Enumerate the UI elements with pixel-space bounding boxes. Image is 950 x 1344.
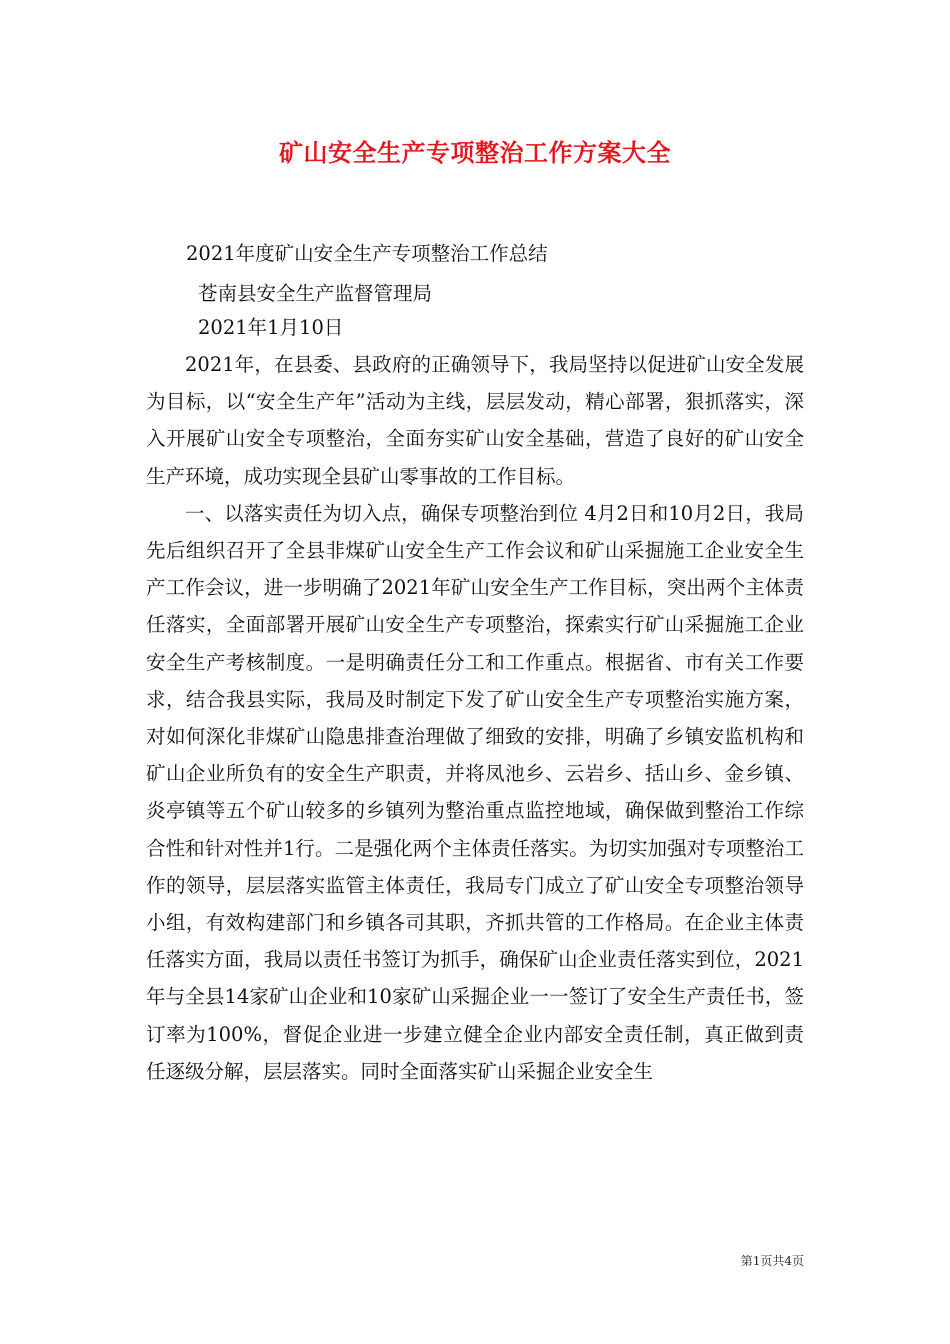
- body-paragraph-section-one: 一、以落实责任为切入点，确保专项整治到位 4月2日和10月2日，我局先后组织召开了全县非煤矿山安全生产工作会议和矿山采掘施工企业安全生产工作会议，进一步明确了2021年矿山安全生产工作目标，突出两个主体责任落实，全面部署开展矿山安全生产专项整治，探索实行矿山采掘施工企业安全生产考核制度。一是明确责任分工和工作重点。根据省、市有关工作要求，结合我县实际，我局及时制定下发了矿山安全生产专项整治实施方案，对如何深化非煤矿山隐患排查治理做了细致的安排，明确了乡镇安监机构和矿山企业所负有的安全生产职责，并将凤池乡、云岩乡、括山乡、金乡镇、炎亭镇等五个矿山较多的乡镇列为整治重点监控地域，确保做到整治工作综合性和针对性并1行。二是强化两个主体责任落实。为切实加强对专项整治工作的领导，层层落实监管主体责任，我局专门成立了矿山安全专项整治领导小组，有效构建部门和乡镇各司其职，齐抓共管的工作格局。在企业主体责任落实方面，我局以责任书签订为抓手，确保矿山企业责任落实到位，2021年与全县14家矿山企业和10家矿山采掘企业一一签订了安全生产责任书，签订率为100%，督促企业进一步建立健全企业内部安全责任制，真正做到责任逐级分解，层层落实。同时全面落实矿山采掘企业安全生: [146, 501, 804, 1083]
- issuing-organization: 苍南县安全生产监督管理局: [198, 282, 433, 305]
- document-body: [146, 346, 804, 1090]
- document-title: 矿山安全生产专项整治工作方案大全: [279, 138, 671, 167]
- body-paragraph-intro: 2021年，在县委、县政府的正确领导下，我局坚持以促进矿山安全发展为目标，以“安全生产年”活动为主线，层层发动，精心部署，狠抓落实，深入开展矿山安全专项整治，全面夯实矿山安全基础，营造了良好的矿山安全生产环境，成功实现全县矿山零事故的工作目标。: [146, 353, 804, 488]
- report-subtitle: 2021年度矿山安全生产专项整治工作总结: [186, 242, 548, 265]
- report-date: 2021年1月10日: [198, 316, 344, 339]
- page-number: 第1页共4页: [740, 1254, 804, 1268]
